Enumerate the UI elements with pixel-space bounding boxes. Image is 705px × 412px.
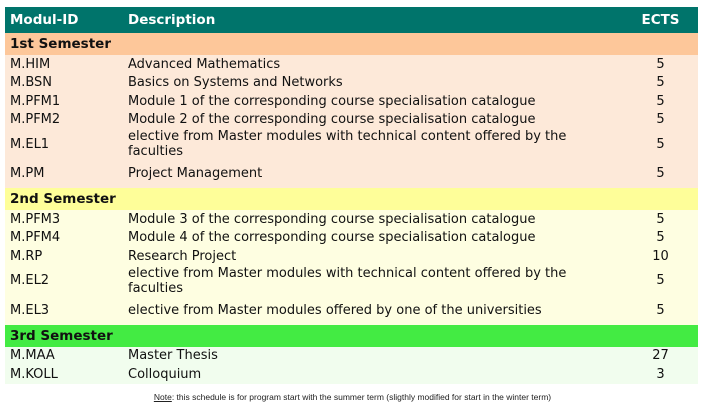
semester-1-header bbox=[5, 33, 698, 55]
table-row bbox=[5, 266, 698, 296]
table-row bbox=[5, 74, 698, 93]
module-ects: 5 bbox=[656, 302, 665, 318]
module-description: Project Management bbox=[128, 166, 263, 181]
semester-title: 1st Semester bbox=[10, 36, 111, 52]
footnote-text: : this schedule is for program start with the summer term (sligthly modified for start in the winter term) bbox=[171, 392, 552, 402]
semester-title: 3rd Semester bbox=[10, 327, 113, 344]
module-description: elective from Master modules with technical content offered by the faculties bbox=[128, 265, 567, 296]
footnote bbox=[0, 392, 705, 402]
table-row bbox=[5, 159, 698, 188]
header-description: Description bbox=[128, 7, 623, 33]
table-row bbox=[5, 347, 698, 366]
module-id: M.PFM3 bbox=[10, 211, 61, 227]
module-ects: 5 bbox=[656, 166, 665, 181]
table-row bbox=[5, 296, 698, 325]
module-id: M.EL3 bbox=[10, 302, 50, 318]
module-description: Module 1 of the corresponding course specialisation catalogue bbox=[128, 93, 536, 109]
footnote-label: Note bbox=[153, 392, 172, 402]
module-ects: 5 bbox=[656, 230, 665, 246]
module-description: elective from Master modules with technical content offered by the faculties bbox=[128, 129, 567, 159]
module-description: Advanced Mathematics bbox=[128, 56, 281, 72]
module-id: M.PFM1 bbox=[10, 93, 61, 109]
module-description: Master Thesis bbox=[128, 348, 218, 364]
module-ects: 10 bbox=[652, 248, 669, 264]
module-id: M.PFM2 bbox=[10, 112, 61, 128]
module-id: M.HIM bbox=[10, 56, 51, 72]
module-ects: 5 bbox=[656, 56, 665, 72]
table-row bbox=[5, 210, 698, 229]
table-row bbox=[5, 92, 698, 111]
module-ects: 5 bbox=[656, 112, 665, 128]
module-ects: 27 bbox=[652, 348, 669, 364]
table-header-row bbox=[5, 7, 698, 33]
module-id: M.BSN bbox=[10, 75, 53, 91]
table-row bbox=[5, 365, 698, 384]
module-id: M.PFM4 bbox=[10, 230, 61, 246]
module-description: Module 3 of the corresponding course specialisation catalogue bbox=[128, 211, 536, 227]
semester-2-header bbox=[5, 188, 698, 210]
table-row bbox=[5, 55, 698, 74]
module-ects: 5 bbox=[656, 211, 665, 227]
module-id: M.EL1 bbox=[10, 136, 50, 152]
table-row bbox=[5, 247, 698, 266]
table-row bbox=[5, 229, 698, 248]
semester-title: 2nd Semester bbox=[10, 191, 116, 207]
module-ects: 5 bbox=[656, 136, 665, 152]
module-ects: 5 bbox=[656, 273, 665, 288]
module-id: M.EL2 bbox=[10, 273, 50, 288]
module-schedule-table bbox=[5, 7, 698, 384]
header-modul-id: Modul-ID bbox=[5, 7, 128, 33]
module-description: Colloquium bbox=[128, 366, 202, 382]
module-id: M.KOLL bbox=[10, 366, 58, 382]
module-id: M.RP bbox=[10, 248, 43, 264]
module-description: Research Project bbox=[128, 248, 237, 264]
header-ects: ECTS bbox=[623, 7, 698, 33]
module-description: elective from Master modules offered by one of the universities bbox=[128, 302, 542, 318]
semester-3-header bbox=[5, 325, 698, 347]
module-ects: 3 bbox=[656, 366, 665, 382]
module-description: Module 2 of the corresponding course specialisation catalogue bbox=[128, 112, 536, 128]
module-description: Basics on Systems and Networks bbox=[128, 75, 343, 91]
module-description: Module 4 of the corresponding course specialisation catalogue bbox=[128, 230, 536, 246]
module-id: M.PM bbox=[10, 166, 45, 181]
table-row bbox=[5, 129, 698, 159]
table-row bbox=[5, 111, 698, 130]
module-ects: 5 bbox=[656, 93, 665, 109]
module-ects: 5 bbox=[656, 75, 665, 91]
module-id: M.MAA bbox=[10, 348, 55, 364]
